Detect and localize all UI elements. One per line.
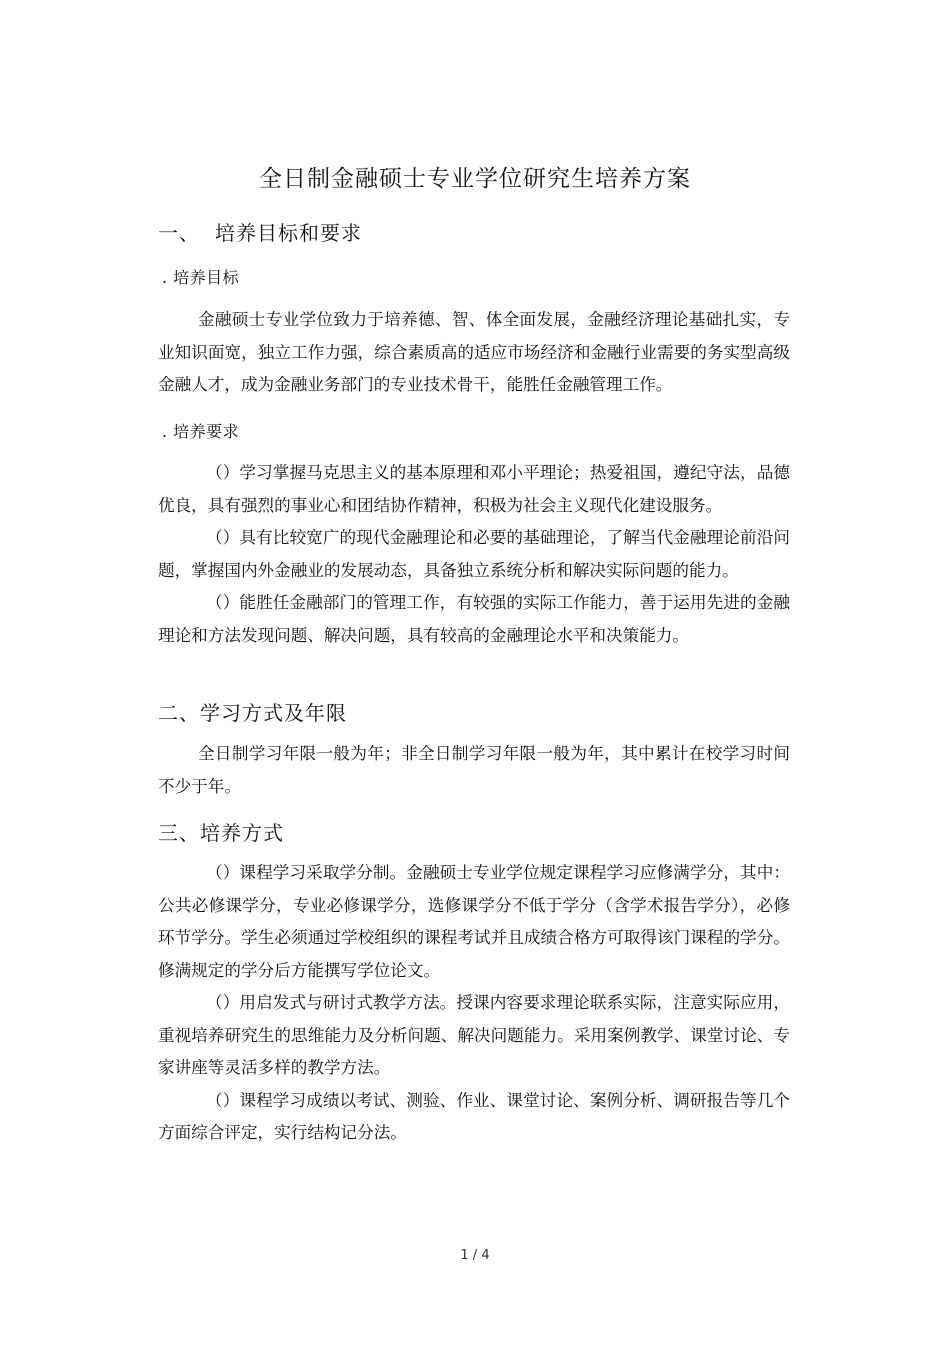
section-2-heading (158, 697, 347, 726)
section-2-title: 学习方式及年限 (200, 701, 347, 725)
requirements-list (158, 457, 790, 652)
document-title: 全日制金融硕士专业学位研究生培养方案 (259, 166, 691, 192)
section-3-heading (158, 817, 284, 846)
training-item-3: （）课程学习成绩以考试、测验、作业、课堂讨论、案例分析、调研报告等几个方面综合评定，实行结构记分法。 (158, 1090, 790, 1142)
section-3-number: 三、 (158, 821, 200, 845)
training-item-1: （）课程学习采取学分制。金融硕士专业学位规定课程学习应修满学分，其中：公共必修课学分，专业必修课学分，选修课学分不低于学分（含学术报告学分），必修环节学分。学生必须通过学校组织的课程考试并且成绩合格方可取得该门课程的学分。修满规定的学分后方能撰写学位论文。 (158, 863, 790, 980)
section-1-title: 培养目标和要求 (215, 221, 362, 245)
study-duration-text: 全日制学习年限一般为年；非全日制学习年限一般为年，其中累计在校学习时间不少于年。 (158, 744, 790, 796)
page-number: 1 / 4 (460, 1248, 490, 1263)
training-methods-list (158, 857, 790, 1150)
study-duration-paragraph (158, 738, 790, 803)
section-1-heading (158, 217, 362, 246)
goal-paragraph (158, 304, 790, 402)
subsection-requirement-heading: . 培养要求 (162, 422, 240, 441)
section-3-title: 培养方式 (200, 821, 284, 845)
section-1-number: 一、 (158, 221, 200, 245)
section-2-number: 二、 (158, 701, 200, 725)
goal-text: 金融硕士专业学位致力于培养德、智、体全面发展，金融经济理论基础扎实，专业知识面宽，独立工作力强，综合素质高的适应市场经济和金融行业需要的务实型高级金融人才，成为金融业务部门的专业技术骨干，能胜任金融管理工作。 (158, 310, 790, 394)
training-item-2: （）用启发式与研讨式教学方法。授课内容要求理论联系实际，注意实际应用，重视培养研究生的思维能力及分析问题、解决问题能力。采用案例教学、课堂讨论、专家讲座等灵活多样的教学方法。 (158, 993, 790, 1077)
subsection-goal-heading: . 培养目标 (162, 268, 240, 287)
requirement-item-2: （）具有比较宽广的现代金融理论和必要的基础理论，了解当代金融理论前沿问题，掌握国内外金融业的发展动态，具备独立系统分析和解决实际问题的能力。 (158, 528, 790, 580)
requirement-item-1: （）学习掌握马克思主义的基本原理和邓小平理论；热爱祖国，遵纪守法，品德优良，具有强烈的事业心和团结协作精神，积极为社会主义现代化建设服务。 (158, 463, 790, 515)
requirement-item-3: （）能胜任金融部门的管理工作，有较强的实际工作能力，善于运用先进的金融理论和方法发现问题、解决问题，具有较高的金融理论水平和决策能力。 (158, 593, 790, 645)
